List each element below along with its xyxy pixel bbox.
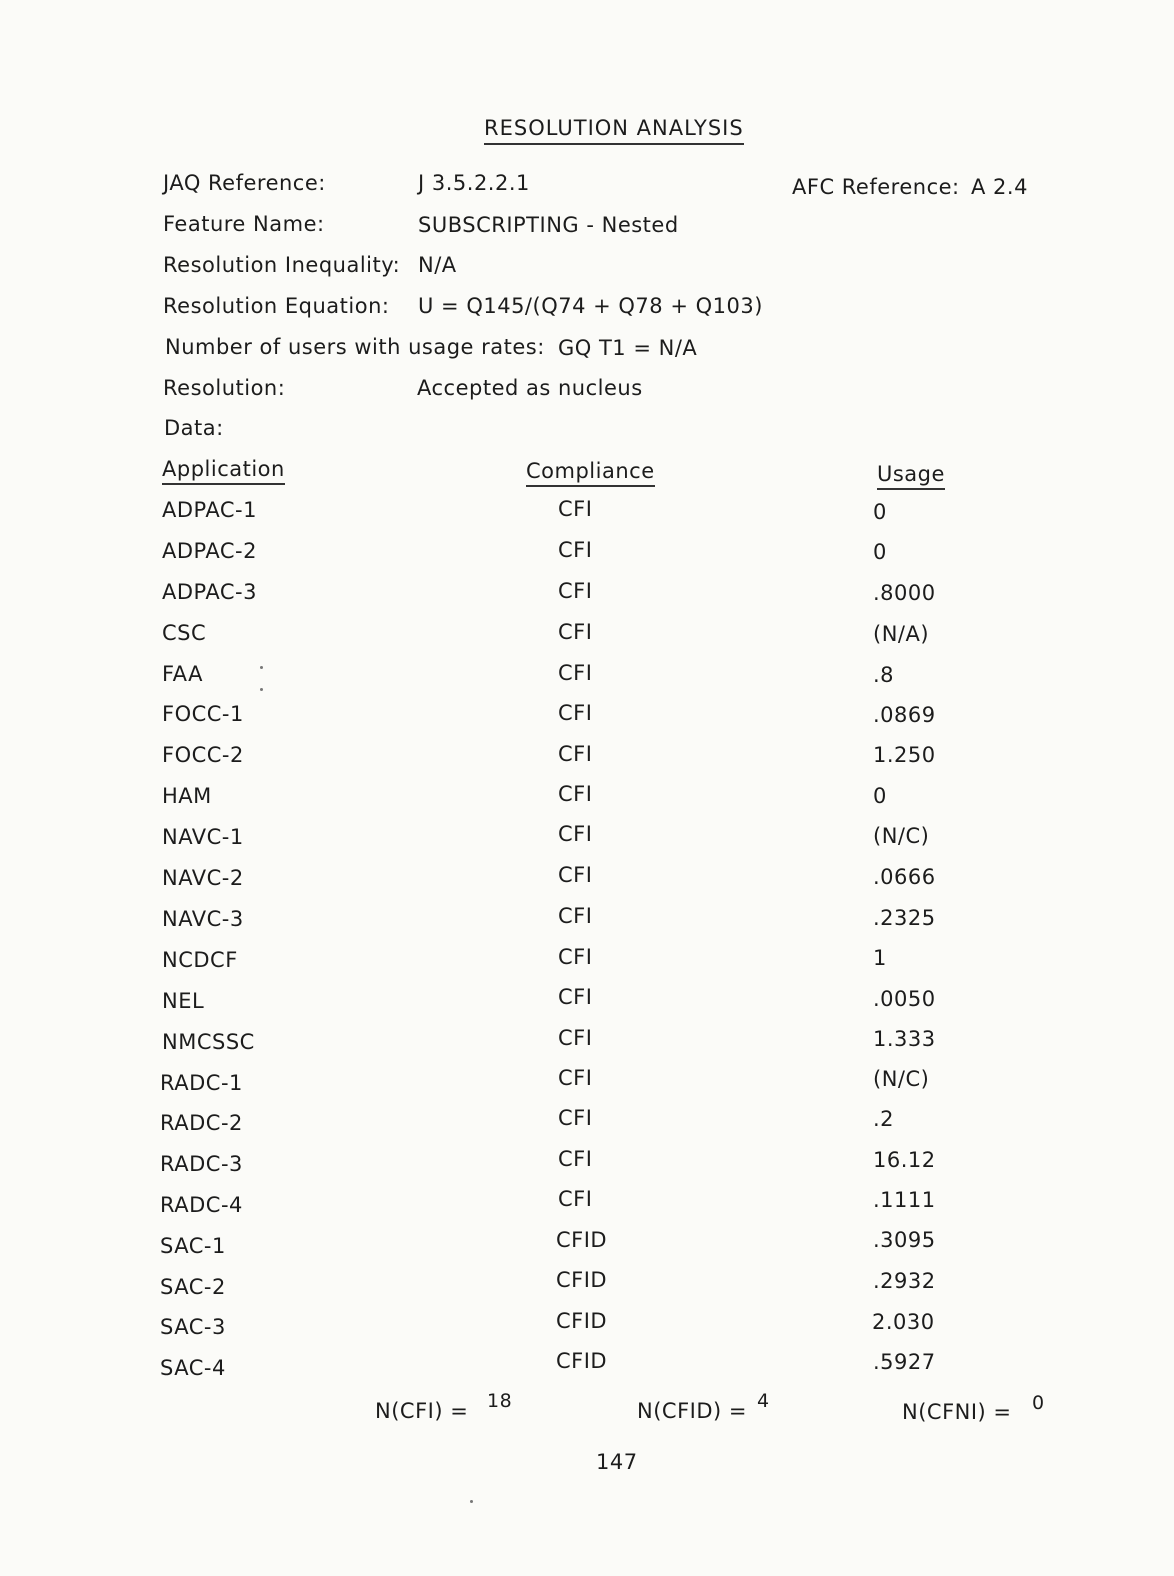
table-cell-usage: (N/C) [873,1067,930,1091]
total-cfni-label: N(CFNI) = [902,1400,1012,1424]
scan-speck [470,1500,473,1503]
total-cfid-value: 4 [757,1390,770,1412]
table-cell-compliance: CFI [558,1106,593,1130]
table-cell-usage: 16.12 [873,1148,936,1172]
table-cell-compliance: CFI [558,497,593,521]
page-number: 147 [596,1450,638,1474]
table-cell-usage: 1 [873,946,887,970]
jaq-reference-value: J 3.5.2.2.1 [418,171,530,195]
afc-reference-label: AFC Reference: [792,175,960,199]
total-cfi-label: N(CFI) = [375,1399,469,1423]
table-cell-application: RADC-1 [160,1071,243,1095]
data-label: Data: [164,416,224,440]
table-cell-usage: .0869 [873,703,936,727]
table-cell-compliance: CFI [558,863,593,887]
table-cell-usage: 0 [873,500,887,524]
afc-reference-value: A 2.4 [971,175,1028,199]
table-cell-application: NAVC-1 [162,825,244,849]
table-cell-compliance: CFI [558,742,593,766]
table-cell-compliance: CFI [558,904,593,928]
table-cell-application: NAVC-2 [162,866,244,890]
table-cell-application: NMCSSC [162,1030,255,1054]
table-cell-usage: .2 [873,1107,895,1131]
table-cell-usage: .5927 [873,1350,936,1374]
table-cell-application: FAA [162,662,203,686]
column-header-compliance: Compliance [526,459,655,487]
table-cell-application: CSC [162,621,207,645]
table-cell-application: RADC-2 [160,1111,243,1135]
table-cell-compliance: CFI [558,579,593,603]
table-cell-compliance: CFI [558,945,593,969]
table-cell-application: ADPAC-3 [162,580,257,604]
table-cell-compliance: CFID [556,1349,608,1373]
table-cell-usage: .2932 [873,1269,936,1293]
table-cell-usage: 1.250 [873,743,936,767]
jaq-reference-label: JAQ Reference: [163,171,326,195]
table-cell-compliance: CFI [558,1147,593,1171]
table-cell-compliance: CFID [556,1309,608,1333]
table-cell-compliance: CFID [556,1228,608,1252]
table-cell-usage: .0666 [873,865,936,889]
total-cfi-value: 18 [487,1390,513,1412]
table-cell-compliance: CFID [556,1268,608,1292]
table-cell-application: NAVC-3 [162,907,244,931]
table-cell-usage: 2.030 [872,1310,935,1334]
table-cell-application: SAC-3 [160,1315,226,1339]
table-cell-application: HAM [162,784,212,808]
table-cell-usage: 1.333 [873,1027,936,1051]
table-cell-application: SAC-2 [160,1275,226,1299]
table-cell-usage: 0 [873,784,887,808]
column-header-application: Application [162,457,285,485]
table-cell-application: ADPAC-1 [162,498,257,522]
table-cell-application: ADPAC-2 [162,539,257,563]
table-cell-application: RADC-4 [160,1193,243,1217]
table-cell-compliance: CFI [558,782,593,806]
resolution-inequality-label: Resolution Inequality: [163,253,401,277]
table-cell-application: FOCC-2 [162,743,244,767]
table-cell-compliance: CFI [558,661,593,685]
table-cell-usage: .2325 [873,906,936,930]
table-cell-compliance: CFI [558,1026,593,1050]
table-cell-usage: .8 [873,663,895,687]
table-cell-usage: 0 [873,540,887,564]
users-usage-value: GQ T1 = N/A [558,336,698,360]
table-cell-application: NCDCF [162,948,238,972]
table-cell-compliance: CFI [558,620,593,644]
resolution-value: Accepted as nucleus [417,376,643,400]
feature-name-label: Feature Name: [163,212,325,236]
resolution-inequality-value: N/A [418,253,457,277]
feature-name-value: SUBSCRIPTING - Nested [418,213,679,237]
table-cell-application: FOCC-1 [162,702,244,726]
scan-speck [260,666,263,669]
table-cell-application: SAC-4 [160,1356,226,1380]
resolution-equation-value: U = Q145/(Q74 + Q78 + Q103) [418,294,763,318]
table-cell-usage: (N/C) [873,824,930,848]
total-cfid-label: N(CFID) = [637,1399,747,1423]
table-cell-compliance: CFI [558,985,593,1009]
users-usage-label: Number of users with usage rates: [165,335,545,359]
table-cell-application: RADC-3 [160,1152,243,1176]
resolution-label: Resolution: [163,376,286,400]
table-cell-compliance: CFI [558,538,593,562]
table-cell-usage: .8000 [873,581,936,605]
table-cell-usage: .1111 [873,1188,936,1212]
table-cell-usage: .3095 [873,1228,936,1252]
page-title: RESOLUTION ANALYSIS [484,116,744,145]
column-header-usage: Usage [877,462,945,490]
table-cell-compliance: CFI [558,822,593,846]
total-cfni-value: 0 [1032,1392,1045,1414]
table-cell-usage: (N/A) [873,622,930,646]
table-cell-usage: .0050 [873,987,936,1011]
table-cell-compliance: CFI [558,1066,593,1090]
table-cell-compliance: CFI [558,701,593,725]
scan-speck [260,688,263,691]
table-cell-application: NEL [162,989,205,1013]
resolution-equation-label: Resolution Equation: [163,294,390,318]
table-cell-compliance: CFI [558,1187,593,1211]
table-cell-application: SAC-1 [160,1234,226,1258]
